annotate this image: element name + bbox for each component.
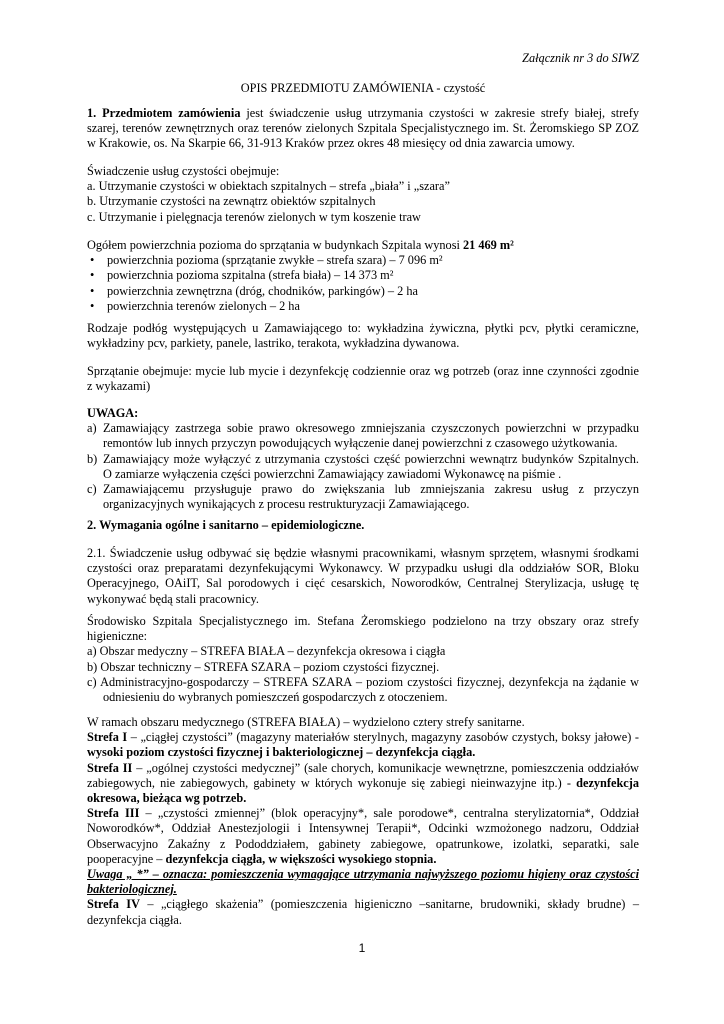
zone-3-label: Strefa III: [87, 806, 140, 821]
zone-2-emphasis: dezynfekcja okresowa, bieżąca wg potrzeb.: [87, 775, 639, 806]
areas-item: b) Obszar techniczny – STREFA SZARA – poziom czystości fizycznej.: [87, 659, 440, 674]
scope-block: [87, 164, 639, 225]
bullet-icon: •: [90, 298, 95, 313]
section-1-paragraph: [87, 106, 639, 152]
zone-1-label: Strefa I: [87, 730, 128, 745]
area-bullet-text: powierzchnia terenów zielonych – 2 ha: [107, 298, 300, 313]
section-1-text: jest świadczenie usług utrzymania czystości w zakresie strefy białej, strefy szarej, terenów zewnętrznych oraz terenów zielonych Szpitala Specjalistycznego im. St. Żeromskiego SP ZOZ w Krakowie, os. Na Skarpie 66, 31-913 Kraków przez okres 48 miesięcy od dnia zawarcia umowy.: [87, 106, 639, 151]
areas-intro: Środowisko Szpitala Specjalistycznego im. Stefana Żeromskiego podzielono na trzy obszary oraz strefy higieniczne:: [87, 614, 639, 644]
area-bullet-item: [87, 299, 639, 314]
section-2-1-paragraph: 2.1. Świadczenie usług odbywać się będzie własnymi pracownikami, własnym sprzętem, własnymi środkami czystości oraz preparatami dezynfekującymi Wykonawcy. W przypadku usługi dla oddziałów SOR, Bloku Operacyjnego, OAiIT, Sal porodowych i cięć cesarskich, Noworodków, Centralnej Sterylizacja, usługę tę wykonywać będą stali pracownicy.: [87, 546, 639, 606]
bullet-icon: •: [90, 283, 95, 298]
zone-4: [87, 897, 639, 927]
areas-item: a) Obszar medyczny – STREFA BIAŁA – dezynfekcja okresowa i ciągła: [87, 644, 446, 659]
uwaga-item-text: Zamawiający może wyłączyć z utrzymania czystości część powierzchni wewnątrz budynków Szpitalnych. O zamiarze wyłączenia części powierzchni Zamawiający zawiadomi Wykonawcę na piśmie .: [103, 451, 639, 481]
uwaga-item: [87, 421, 639, 451]
zone-1-emphasis: wysoki poziom czystości fizycznej i bakteriologicznej – dezynfekcja ciągła.: [87, 745, 476, 760]
section-2-heading: 2. Wymagania ogólne i sanitarno – epidemiologiczne.: [87, 518, 365, 532]
annex-label: Załącznik nr 3 do SIWZ: [522, 51, 639, 65]
scope-item: b. Utrzymanie czystości na zewnątrz obiektów szpitalnych: [87, 194, 376, 209]
page-number: 1: [358, 941, 366, 955]
zones-intro: W ramach obszaru medycznego (STREFA BIAŁA) – wydzielono cztery strefy sanitarne.: [87, 715, 525, 729]
floors-paragraph: Rodzaje podłóg występujących u Zamawiającego to: wykładzina żywiczna, płytki pcv, płytki ceramiczne, wykładziny pcv, parkiety, panele, lastriko, terakota, wykładzina dywanowa.: [87, 321, 639, 351]
zone-3-emphasis: dezynfekcja ciągła, w większości wysokiego stopnia.: [165, 851, 437, 866]
uwaga-heading: UWAGA:: [87, 406, 139, 420]
area-intro: [87, 238, 639, 253]
scope-intro: Świadczenie usług czystości obejmuje:: [87, 164, 280, 178]
uwaga-item-label: c): [87, 482, 97, 497]
uwaga-item-text: Zamawiającemu przysługuje prawo do zwiększania lub zmniejszania zakresu usług z przyczyn organizacyjnych wynikających z procesu restrukturyzacji Zamawiającego.: [103, 482, 639, 512]
area-bullet-text: powierzchnia pozioma (sprzątanie zwykłe – strefa szara) – 7 096 m²: [107, 253, 443, 268]
uwaga-item-label: a): [87, 421, 97, 436]
zone-4-label: Strefa IV: [87, 897, 140, 912]
scope-item: c. Utrzymanie i pielęgnacja terenów zielonych w tym koszenie traw: [87, 209, 421, 224]
area-bullet-text: powierzchnia pozioma szpitalna (strefa biała) – 14 373 m²: [107, 268, 394, 283]
zone-2: [87, 761, 639, 807]
uwaga-item: [87, 482, 639, 512]
zone-1: [87, 730, 639, 760]
uwaga-item-label: b): [87, 451, 98, 466]
areas-item: c) Administracyjno-gospodarczy – STREFA SZARA – poziom czystości fizycznej, dezynfekcja na żądanie w odniesieniu do wybranych pomieszczeń gospodarczych z otoczeniem.: [87, 674, 639, 705]
area-bullet-item: [87, 268, 639, 283]
areas-block: [87, 614, 639, 705]
zone-1-text: – „ciągłej czystości” (magazyny materiałów sterylnych, magazyny zasobów czystych, boksy jałowe) -: [127, 730, 639, 745]
zone-2-label: Strefa II: [87, 760, 133, 775]
zone-2-text: – „ogólnej czystości medycznej” (sale chorych, komunikacje wewnętrzne, pomieszczenia oddziałów zabiegowych, nie zabiegowych, gabinety w których wykonuje się zabiegi nieinwazyjne itp.) -: [87, 760, 639, 790]
zone-3-text: – „czystości zmiennej” (blok operacyjny*, sale porodowe*, centralna sterylizatornia*, Oddział Noworodków*, Oddział Anestezjologii i Intensywnej Terapii*, Odcinki wzmożonego nadzoru, Oddział Obserwacyjno Zakaźny z Pododdziałem, gabinety zabiegowe, opatrunkowe, izolatki, separatki, sale pooperacyjne –: [87, 806, 639, 866]
zone-4-text: – „ciągłego skażenia” (pomieszczenia higieniczno –sanitarne, brudowniki, składy brudne) – dezynfekcja ciągła.: [87, 897, 639, 927]
bullet-icon: •: [90, 268, 95, 283]
area-bullet-item: [87, 284, 639, 299]
area-block: [87, 238, 639, 314]
scope-item: a. Utrzymanie czystości w obiektach szpitalnych – strefa „biała” i „szara”: [87, 179, 450, 194]
area-bullet-text: powierzchnia zewnętrzna (dróg, chodników, parkingów) – 2 ha: [107, 283, 418, 298]
area-intro-text: Ogółem powierzchnia pozioma do sprzątania w budynkach Szpitala wynosi: [87, 238, 463, 252]
area-bullet-item: [87, 253, 639, 268]
document-title: OPIS PRZEDMIOTU ZAMÓWIENIA - czystość: [240, 81, 486, 95]
cleaning-paragraph: Sprzątanie obejmuje: mycie lub mycie i dezynfekcję codziennie oraz wg potrzeb (oraz inne czynności zgodnie z wykazami): [87, 364, 639, 394]
area-list: [87, 253, 639, 314]
uwaga-block: [87, 406, 639, 512]
uwaga-item-text: Zamawiający zastrzega sobie prawo okresowego zmniejszania czyszczonych powierzchni w przypadku remontów lub innych przyczyn powodujących wyłączenie danej powierzchni z czasowego użytkowania.: [103, 421, 639, 451]
zone-3: [87, 806, 639, 867]
section-1-lead: 1. Przedmiotem zamówienia: [87, 106, 241, 120]
bullet-icon: •: [90, 253, 95, 268]
area-total: 21 469 m²: [462, 238, 514, 252]
zones-block: [87, 715, 639, 928]
uwaga-item: [87, 452, 639, 482]
zones-note: Uwaga „ *” – oznacza: pomieszczenia wymagające utrzymania najwyższego poziomu higieny oraz czystości bakteriologicznej.: [87, 867, 639, 897]
